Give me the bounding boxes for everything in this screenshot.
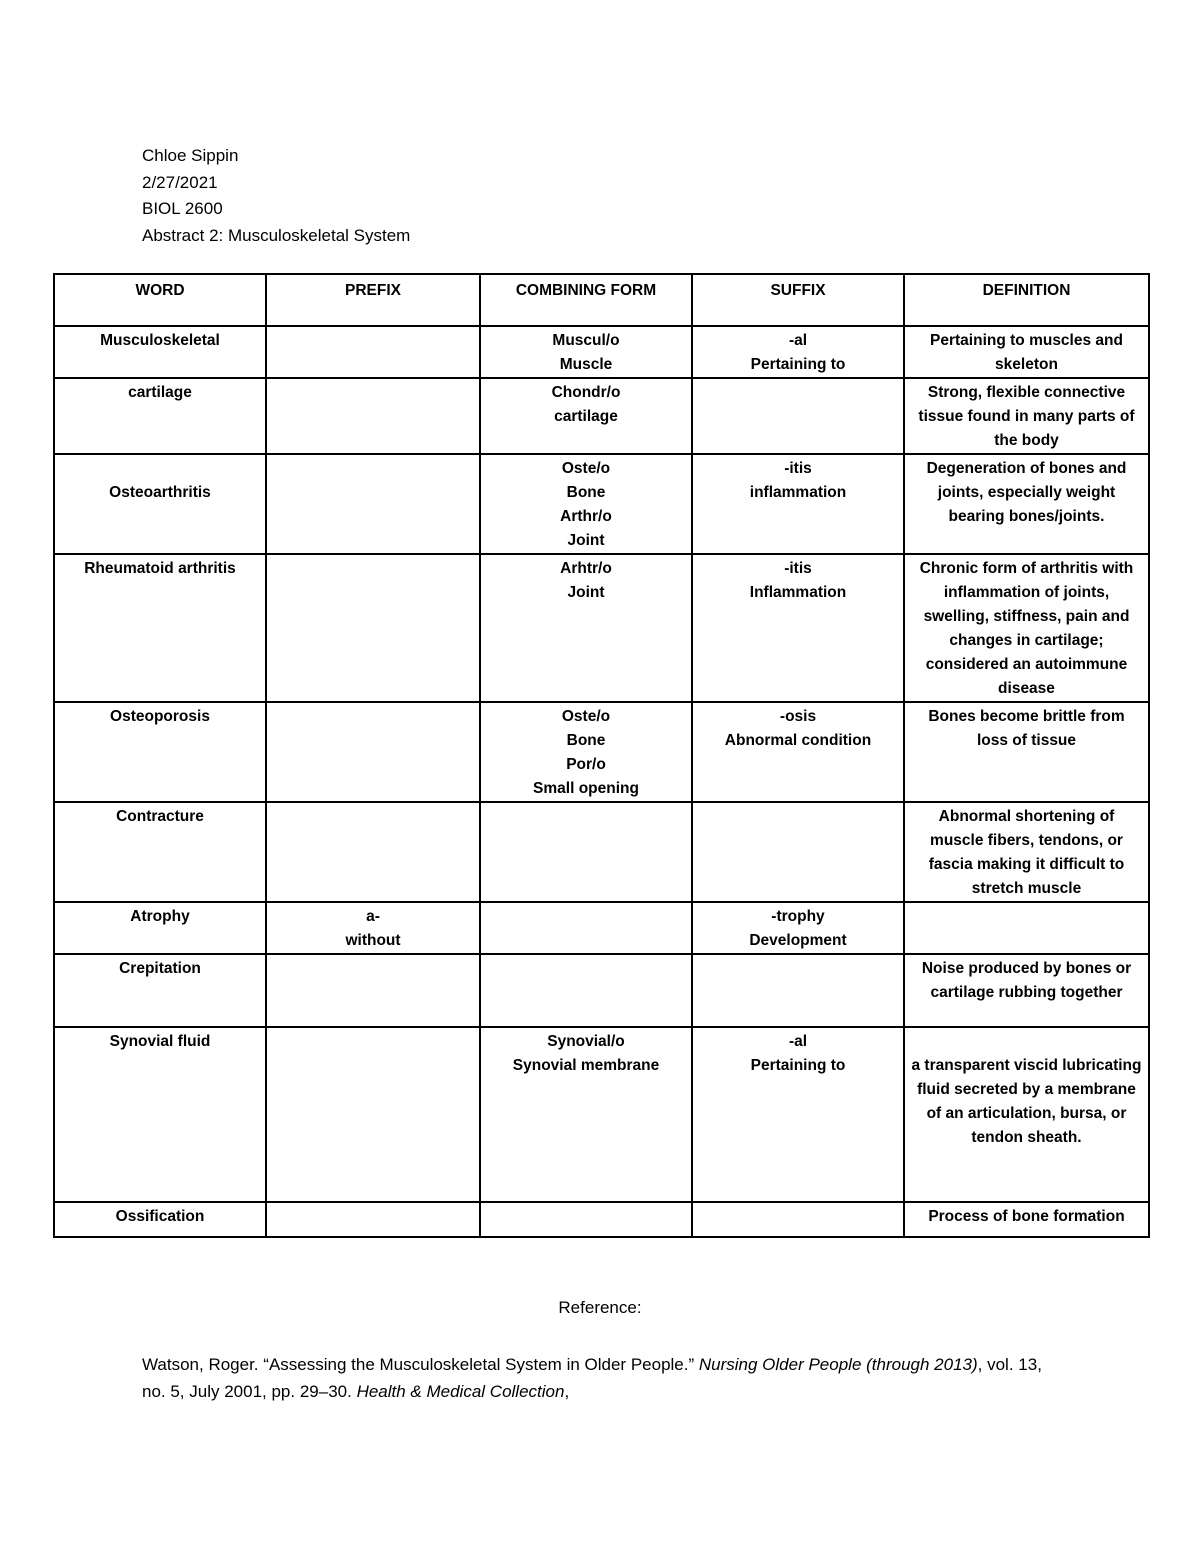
definition-cell: Pertaining to muscles and skeleton [904,326,1149,378]
prefix-cell [266,702,480,802]
prefix-cell [266,954,480,1027]
combining-form-cell [480,802,692,902]
citation-journal: Nursing Older People (through 2013) [698,1355,978,1374]
table-row [54,702,1149,802]
cell-line: Development [749,932,847,949]
suffix-cell [692,1202,904,1237]
word-cell: Musculoskeletal [54,326,266,378]
cell-line: inflammation [749,484,847,501]
cell-line: Joint [567,584,605,601]
cell-line: Arhtr/o [560,560,612,577]
prefix-cell [266,326,480,378]
suffix-cell [692,554,904,702]
column-header-prefix: PREFIX [266,274,480,326]
suffix-cell [692,954,904,1027]
table-row [54,902,1149,954]
cell-line: Oste/o [561,460,611,477]
word-cell: Synovial fluid [54,1027,266,1202]
prefix-cell [266,1027,480,1202]
cell-line: Pertaining to [750,1057,846,1074]
word-cell: Crepitation [54,954,266,1027]
table-row [54,954,1149,1027]
cell-line: -trophy [771,908,825,925]
reference-heading: Reference: [558,1298,642,1317]
cell-line: -itis [784,460,812,477]
cell-line: Synovial membrane [512,1057,660,1074]
combining-form-cell [480,702,692,802]
cell-line: Abnormal condition [724,732,872,749]
table-row [54,554,1149,702]
column-header-combining-form: COMBINING FORM [480,274,692,326]
cell-line: Bone [566,484,606,501]
cell-line: Synovial/o [547,1033,625,1050]
prefix-cell [266,1202,480,1237]
table-header-row [54,274,1149,326]
combining-form-cell [480,1202,692,1237]
definition-cell: Strong, flexible connective tissue found in many parts of the body [904,378,1149,454]
cell-line: Bone [566,732,606,749]
citation [142,1351,1062,1405]
prefix-cell [266,454,480,554]
column-header-definition: DEFINITION [904,274,1149,326]
cell-line: a- [366,908,380,925]
suffix-cell [692,702,904,802]
prefix-cell [266,378,480,454]
definition-cell: Abnormal shortening of muscle fibers, tendons, or fascia making it difficult to stretch muscle [904,802,1149,902]
prefix-cell [266,902,480,954]
table-row [54,326,1149,378]
citation-collection: Health & Medical Collection [356,1382,565,1401]
word-cell: Osteoarthritis [54,454,266,554]
combining-form-cell [480,954,692,1027]
word-cell: Atrophy [54,902,266,954]
cell-line: Por/o [566,756,606,773]
suffix-cell [692,326,904,378]
suffix-cell [692,454,904,554]
combining-form-cell [480,454,692,554]
combining-form-cell [480,378,692,454]
definition-cell: Process of bone formation [904,1202,1149,1237]
combining-form-cell [480,1027,692,1202]
cell-line: Small opening [533,780,639,797]
citation-article: “Assessing the Musculoskeletal System in Older People.” [263,1355,695,1374]
word-cell: Contracture [54,802,266,902]
terminology-table [53,273,1150,1238]
table-row [54,378,1149,454]
cell-line: cartilage [554,408,618,425]
definition-cell: Chronic form of arthritis with inflammation of joints, swelling, stiffness, pain and changes in cartilage; considered an autoimmune disease [904,554,1149,702]
author-name: Chloe Sippin [142,146,239,165]
word-cell: Rheumatoid arthritis [54,554,266,702]
table-row [54,1027,1149,1202]
column-header-word: WORD [54,274,266,326]
cell-line: Pertaining to [750,356,846,373]
cell-line: Oste/o [561,708,611,725]
combining-form-cell [480,554,692,702]
definition-cell: a transparent viscid lubricating fluid secreted by a membrane of an articulation, bursa, or tendon sheath. [904,1027,1149,1202]
combining-form-cell [480,902,692,954]
word-cell: cartilage [54,378,266,454]
cell-line: -osis [779,708,817,725]
citation-author: Watson, Roger. [142,1355,259,1374]
cell-line: -itis [784,560,812,577]
table-row [54,1202,1149,1237]
cell-line: Inflammation [749,584,847,601]
prefix-cell [266,802,480,902]
definition-cell: Degeneration of bones and joints, especially weight bearing bones/joints. [904,454,1149,554]
citation-trailing: , [564,1382,570,1401]
cell-line: Arthr/o [560,508,612,525]
cell-line: Muscul/o [552,332,620,349]
prefix-cell [266,554,480,702]
combining-form-cell [480,326,692,378]
suffix-cell [692,902,904,954]
suffix-cell [692,802,904,902]
cell-line: -al [788,332,808,349]
citation-details: , vol. 13, no. 5, July 2001, pp. 29–30. [142,1355,1042,1401]
suffix-cell [692,378,904,454]
definition-cell: Noise produced by bones or cartilage rubbing together [904,954,1149,1027]
document-header [142,143,410,249]
cell-line: Chondr/o [551,384,621,401]
word-cell: Osteoporosis [54,702,266,802]
word-cell: Ossification [54,1202,266,1237]
course-code: BIOL 2600 [142,199,223,218]
cell-line: Muscle [559,356,613,373]
cell-line: without [345,932,401,949]
definition-cell: Bones become brittle from loss of tissue [904,702,1149,802]
document-date: 2/27/2021 [142,172,218,192]
table-row [54,802,1149,902]
definition-cell [904,902,1149,954]
column-header-suffix: SUFFIX [692,274,904,326]
cell-line: -al [788,1033,808,1050]
suffix-cell [692,1027,904,1202]
cell-line: Joint [567,532,605,549]
document-title: Abstract 2: Musculoskeletal System [142,225,411,245]
table-row [54,454,1149,554]
